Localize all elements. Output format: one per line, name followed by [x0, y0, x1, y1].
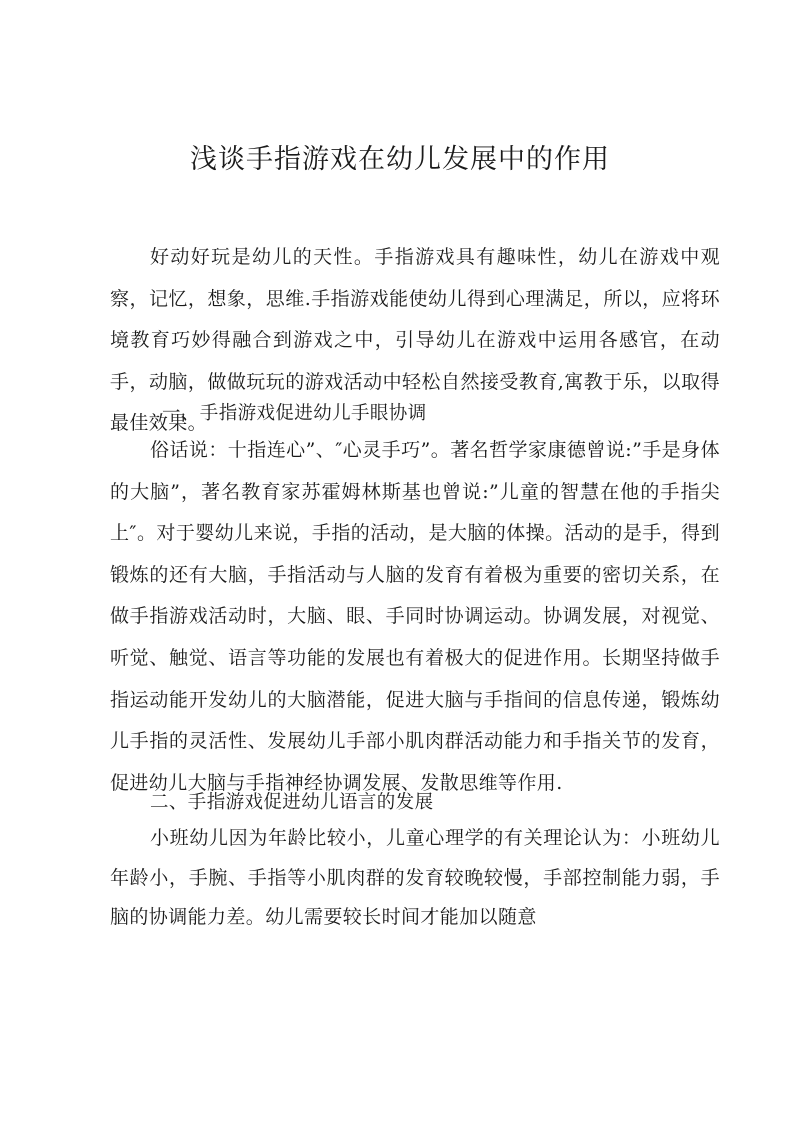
section-1-paragraph: 俗话说：十指连心”、″心灵手巧”。著名哲学家康德曾说:”手是身体的大脑”，著名教育家苏霍姆林斯基也曾说:”儿童的智慧在他的手指尖上″。对于婴幼儿来说，手指的活动，是大脑的体操。活动的是手，得到锻炼的还有大脑，手指活动与人脑的发育有着极为重要的密切关系，在做手指游戏活动时，大脑、眼、手同时协调运动。协调发展，对视觉、听觉、触觉、语言等功能的发展也有着极大的促进作用。长期坚持做手指运动能开发幼儿的大脑潜能，促进大脑与手指间的信息传递，锻炼幼儿手指的灵活性、发展幼儿手部小肌肉群活动能力和手指关节的发育，促进幼儿大脑与手指神经协调发展、发散思维等作用. — [110, 439, 720, 794]
document-title: 浅谈手指游戏在幼儿发展中的作用 — [190, 144, 610, 175]
section-2-heading: 二、手指游戏促进幼儿语言的发展 — [150, 792, 434, 813]
section-1-heading: 一、手指游戏促进幼儿手眼协调 — [162, 403, 427, 424]
intro-paragraph: 好动好玩是幼儿的天性。手指游戏具有趣味性，幼儿在游戏中观察，记忆，想象，思维.手指游戏能使幼儿得到心理满足，所以，应将环境教育巧妙得融合到游戏之中，引导幼儿在游戏中运用各感官，在动手，动脑，做做玩玩的游戏活动中轻松自然接受教育,寓教于乐，以取得最佳效果。 — [110, 246, 720, 434]
section-2-paragraph: 小班幼儿因为年龄比较小，儿童心理学的有关理论认为：小班幼儿年龄小，手腕、手指等小肌肉群的发育较晚较慢，手部控制能力弱，手脑的协调能力差。幼儿需要较长时间才能加以随意 — [110, 827, 720, 928]
